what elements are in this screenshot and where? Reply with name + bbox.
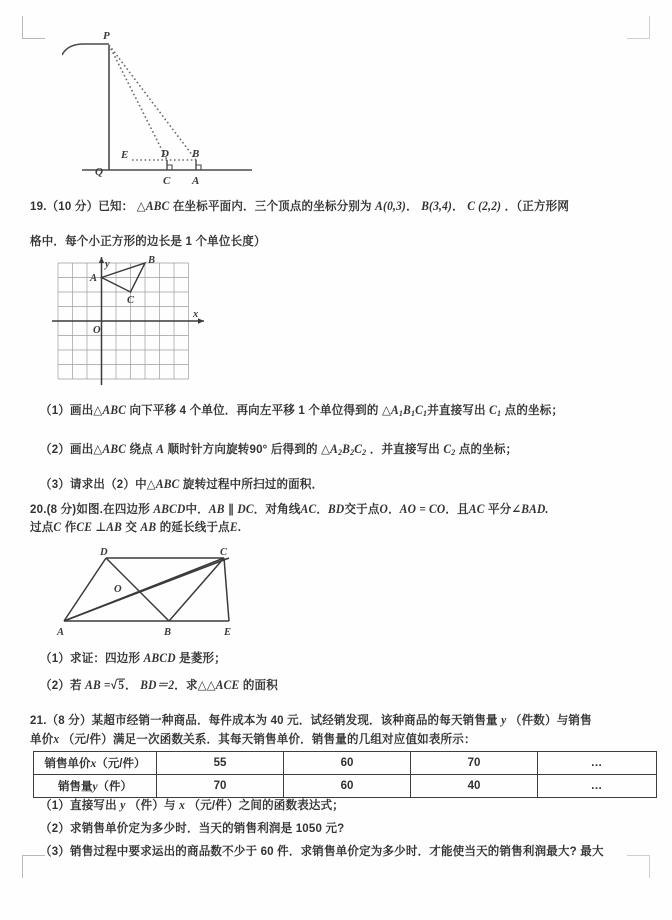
sqrt-icon: √5 (110, 679, 125, 693)
quad-label-B: B (164, 627, 172, 638)
figure-label-Q: Q (95, 166, 103, 178)
q20-quad-abcd: ABCD (153, 503, 186, 517)
q20-seg-ab3: AB (140, 521, 157, 535)
q20-line2-prefix: 过点 (30, 521, 54, 535)
perpendicular-symbol: ⊥ (95, 521, 107, 535)
q20-sub1-prefix: （1）求证：四边形 (40, 652, 141, 666)
q20-line2-dot: . (237, 521, 242, 535)
q19-coord-c: C (2,2) (467, 200, 502, 214)
q20-diag-ac2: AC (468, 503, 485, 517)
table-cell: … (538, 752, 657, 775)
q19-sub1-end: 点的坐标； (504, 404, 564, 418)
q21-line1 (30, 714, 592, 730)
figure-label-B: B (192, 148, 200, 160)
q20-sub2-bd: BD＝2 (140, 679, 175, 693)
sales-data-table (33, 751, 657, 798)
q19-line1-prefix: 19.（10 分）已知： (30, 200, 134, 214)
figure-coordinate-grid (52, 255, 212, 391)
q20-seg-ab2: AB (106, 521, 123, 535)
q20-sub2-ace: ACE (215, 679, 240, 693)
q20-sub2-ab: AB = (85, 679, 111, 693)
quad-label-C: C (220, 547, 228, 558)
crop-mark-top-right (627, 16, 650, 39)
q19-sub2-mid: 绕点 (129, 443, 153, 457)
q20-eq-aoco: AO = CO (399, 503, 446, 517)
table-row (34, 775, 657, 798)
q21-var-y: y (501, 714, 507, 728)
q20-diag-ac: AC (300, 503, 317, 517)
q19-coord-a: A(0,3) (375, 200, 407, 214)
q20-line2-zuo: 作 (64, 521, 77, 535)
q21-sub1-post: （元/件）之间的函数表达式； (188, 799, 344, 813)
q20-line2-tail: 的延长线于点 (159, 521, 230, 535)
figure-label-D: D (161, 148, 169, 160)
q20-point-e: E (229, 521, 238, 535)
table-cell: … (538, 775, 657, 798)
q19-sub1-post: 并直接写出 (427, 404, 486, 418)
q19-sub3: （3）请求出（2）中△ABC 旋转过程中所扫过的面积． (40, 478, 324, 492)
q20-line1-mid2: ．对角线 (253, 503, 301, 517)
q19-sub1: （1）画出△ABC 向下平移 4 个单位．再向左平移 1 个单位得到的 $\triangle A_1B_1C_1$并直接写出 $C_1$ 点的坐标； (40, 404, 564, 419)
q20-line1-mid4: ．且 (445, 503, 469, 517)
q21-sub2: （2）求销售单价定为多少时．当天的销售利润是 1050 元? (40, 822, 345, 836)
q20-sub2-prefix: （2）若 (40, 679, 82, 693)
q20-sub2-mid: ． (125, 679, 137, 693)
grid-label-A: A (90, 273, 98, 284)
q21-sub1-prefix: （1）直接写出 (40, 799, 117, 813)
q19-line1-body: 在坐标平面内．三个顶点的坐标分别为 (172, 200, 372, 214)
figure-slope-top (62, 22, 262, 187)
q20-sub2-radicand: 5 (118, 679, 125, 693)
q21-line2 (30, 733, 476, 749)
q20-sub2-post: ．求△ (174, 679, 207, 693)
q20-diag-bd: BD (328, 503, 345, 517)
q19-sub2-prefix: （2）画出 (40, 443, 94, 457)
grid-label-origin: O (93, 325, 101, 336)
figure-label-P: P (103, 30, 110, 42)
q21-sub1-mid: （件）与 (128, 799, 176, 813)
table-cell: 40 (411, 775, 538, 798)
q21-sub3: （3）销售过程中要求运出的商品数不少于 60 件．求销售单价定为多少时．才能使当天的销售利润最大? 最大 (40, 845, 604, 859)
q20-point-o: O (379, 503, 389, 517)
q19-sub3-post: 旋转过程中所扫过的面积． (182, 478, 324, 492)
figure-label-A: A (192, 175, 200, 187)
parallel-symbol: ∥ (228, 503, 234, 517)
q19-sub1-prefix: （1）画出 (40, 404, 94, 418)
table-cell: 70 (411, 752, 538, 775)
quad-label-A: A (57, 627, 65, 638)
q19-line1: 19.（10 分）已知： △ABC 在坐标平面内．三个顶点的坐标分别为 A(0,3)． B(3,4)． C (2,2) ．（正方形网 (30, 200, 570, 214)
q21-line1-post: （件数）与销售 (509, 714, 592, 728)
q19-sub2: （2）画出△ABC 绕点 A 顺时针方向旋转90° 后得到的 $\triangle A_2B_2C_2$ ．并直接写出 $C_2$ 点的坐标； (40, 443, 518, 458)
q20-sub2-end: 的面积 (242, 679, 278, 693)
q21-sub1 (40, 799, 344, 815)
q19-line1-tail: ．（正方形网 (504, 200, 570, 214)
q21-sub1-var-y: y (120, 799, 126, 813)
q19-sub2-post: ．并直接写出 (369, 443, 440, 457)
q21-var-x: x (53, 733, 60, 747)
grid-label-C: C (127, 295, 135, 306)
q20-line2 (30, 521, 241, 537)
q20-sub2: （2）若 AB =√5． BD＝2．求△△ACE 的面积 (40, 679, 278, 695)
q20-line1: 20.(8 分)如图.在四边形 ABCD中．AB ∥ DC．对角线AC．BD交于点O．AO = CO．且AC 平分∠BAD. (30, 503, 549, 517)
q20-line1-prefix: 20.(8 分)如图.在四边形 (30, 503, 150, 517)
q20-point-c: C (53, 521, 62, 535)
q20-seg-ce: CE (76, 521, 93, 535)
q21-line1-prefix: 21.（8 分）某超市经销一种商品．每件成本为 40 元．试经销发现．该种商品的每天销售量 (30, 714, 498, 728)
quad-label-O: O (114, 584, 122, 595)
q19-sub1-mid: 向下平移 4 个单位．再向左平移 1 个单位得到的 (129, 404, 379, 418)
q19-sub2-mid2: 顺时针方向旋转90° 后得到的 (167, 443, 318, 457)
grid-label-B: B (148, 255, 156, 266)
q20-angle-bad: ∠BAD. (511, 503, 549, 517)
figure-label-E: E (121, 149, 129, 161)
q20-seg-dc: DC (237, 503, 254, 517)
table-cell: 55 (157, 752, 284, 775)
quad-label-D: D (100, 547, 108, 558)
q19-line2: 格中．每个小正方形的边长是 1 个单位长度） (30, 235, 266, 249)
q19-coord-b: B(3,4) (421, 200, 453, 214)
table-cell: 60 (284, 775, 411, 798)
q20-seg-ab: AB (208, 503, 225, 517)
q20-line1-mid5: 平分 (487, 503, 512, 517)
q20-sub1-quad: ABCD (143, 652, 176, 666)
q20-line2-jiao: 交 (125, 521, 138, 535)
table-cell: 70 (157, 775, 284, 798)
q20-line1-mid1: 中． (185, 503, 209, 517)
grid-label-y-axis: y (105, 259, 110, 270)
q21-sub1-var-x: x (179, 799, 186, 813)
q20-sub1 (40, 652, 226, 668)
grid-label-x-axis: x (193, 309, 199, 320)
q21-line2-post: （元/件）满足一次函数关系．其每天销售单价．销售量的几组对应值如表所示： (62, 733, 476, 747)
q20-line1-mid3: 交于点 (344, 503, 380, 517)
figure-label-C: C (163, 175, 171, 187)
table-cell: 60 (284, 752, 411, 775)
crop-mark-bottom-right (627, 855, 650, 878)
q20-sub1-post: 是菱形； (179, 652, 226, 666)
figure-rhombus (44, 546, 254, 638)
table-row (34, 752, 657, 775)
q19-sub2-end: 点的坐标； (458, 443, 518, 457)
q20-dot1: ． (316, 503, 329, 517)
crop-mark-top-left (22, 16, 45, 39)
quad-label-E: E (224, 627, 232, 638)
q19-sub3-prefix: （3）请求出（2）中 (40, 478, 147, 492)
table-row-header: 销售量y（件） (34, 775, 157, 798)
q21-line2-prefix: 单价 (30, 733, 54, 747)
table-row-header: 销售单价x（元/件） (34, 752, 157, 775)
